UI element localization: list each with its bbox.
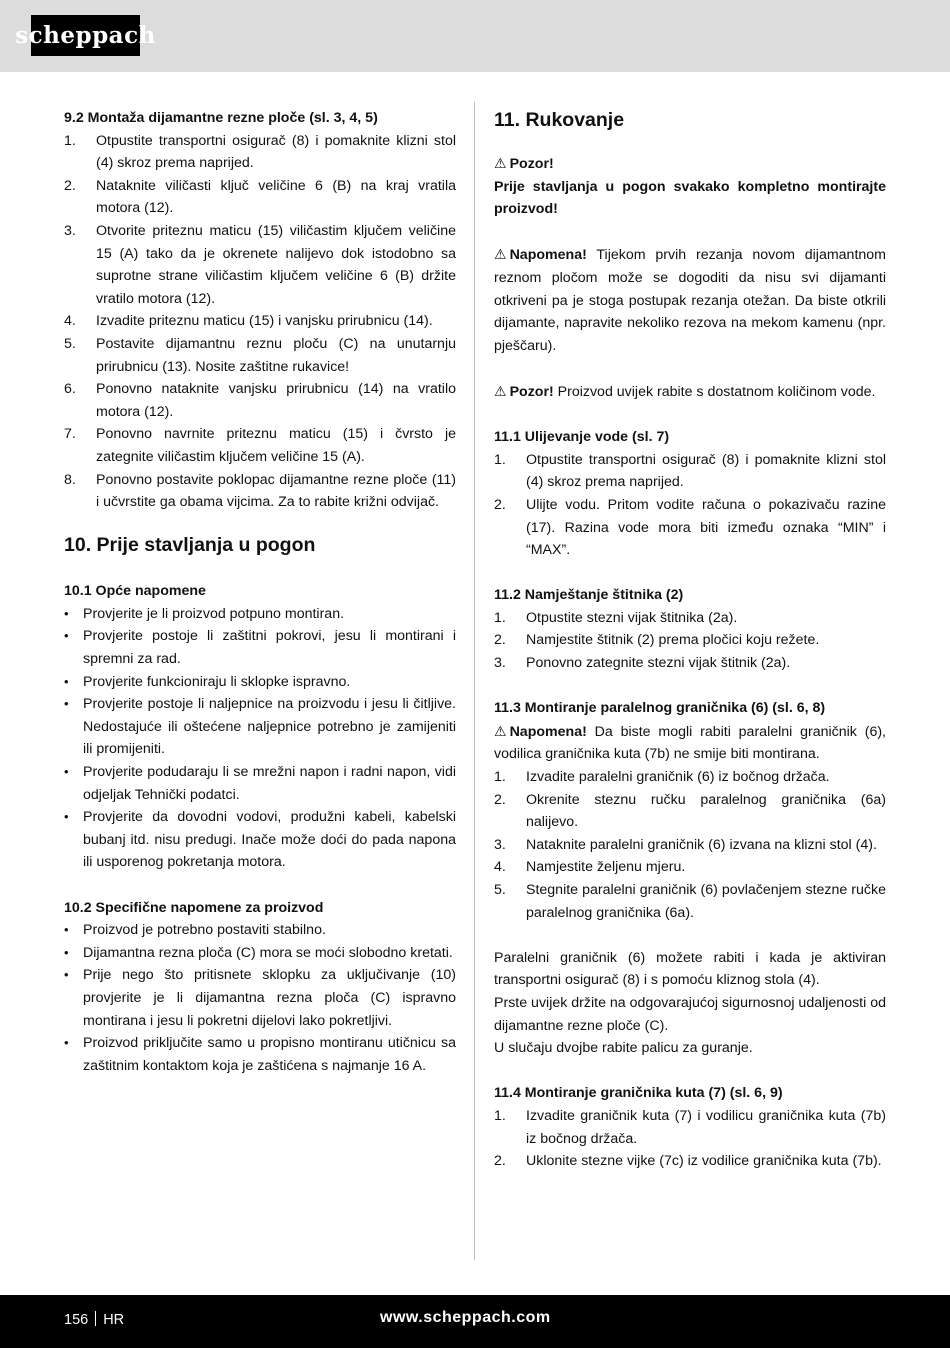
page-indicator	[64, 1311, 124, 1328]
warning-block-3: ⚠ Pozor! Proizvod uvijek rabite s dostatnom količinom vode.	[494, 380, 886, 404]
list-item: • Proizvod je potrebno postaviti stabilno.	[64, 922, 326, 939]
list-item: • Proizvod priključite samo u propisno montiranu utičnicu sa zaštitnim kontaktom koja je zaštićena s najmanje 16 A.	[64, 1035, 456, 1074]
section-11-title: 11. Rukovanje	[494, 109, 625, 131]
section-11-1-list	[494, 449, 886, 562]
section-11-4-list	[494, 1105, 886, 1173]
warning-block-1: ⚠ Pozor! Prije stavljanja u pogon svakako kompletno montirajte proizvod!	[494, 152, 886, 221]
list-item: 6. Ponovno nataknite vanjsku prirubnicu (14) na vratilo motora (12).	[64, 381, 456, 420]
list-item: 1. Otpustite transportni osigurač (8) i pomaknite klizni stol (4) skroz prema naprijed.	[64, 132, 456, 172]
warning-triangle-icon: ⚠	[494, 155, 507, 171]
list-item: • Provjerite postoje li zaštitni pokrovi, jesu li montirani i spremni za rad.	[64, 628, 456, 668]
list-item: 3. Otvorite priteznu maticu (15) viličastim ključem veličine 15 (A) tako da je okrenete nalijevo dok istodobno sa suprotne strane viličastim ključem veličine 6 (B) držite vratilo motora (12).	[64, 222, 456, 307]
column-divider	[474, 102, 475, 1260]
warning-triangle-icon: ⚠	[494, 246, 507, 263]
list-item: 4. Namjestite željenu mjeru.	[494, 859, 686, 876]
list-item: 2. Okrenite steznu ručku paralelnog graničnika (6a) nalijevo.	[494, 791, 886, 831]
list-item: 1. Otpustite transportni osigurač (8) i pomaknite klizni stol (4) skroz prema naprijed.	[494, 451, 886, 491]
list-item: 2. Uklonite stezne vijke (7c) iz vodilice graničnika kuta (7b).	[494, 1153, 882, 1170]
section-10-1-list	[64, 603, 456, 874]
section-11-1-title: 11.1 Ulijevanje vode (sl. 7)	[494, 429, 670, 446]
section-11-3-note: ⚠ Napomena! Da biste mogli rabiti paralelni graničnik (6), vodilica graničnika kuta (7b) ne smije biti montirana.	[494, 720, 886, 766]
footer-bar	[0, 1295, 950, 1348]
list-item: 7. Ponovno navrnite priteznu maticu (15) i čvrsto je zategnite viličastim ključem veličine 15 (A).	[64, 426, 456, 465]
list-item: 5. Postavite dijamantnu reznu ploču (C) na unutarnju prirubnicu (13). Nosite zaštitne rukavice!	[64, 335, 456, 375]
website-url: www.scheppach.com	[380, 1309, 551, 1326]
list-item: • Prije nego što pritisnete sklopku za uključivanje (10) provjerite je li dijamantna rezna ploča (C) ispravno montirana i jesu li pokretni dijelovi lako pokretljivi.	[64, 967, 456, 1029]
left-column	[64, 107, 456, 1077]
list-item: 2. Nataknite viličasti ključ veličine 6 (B) na kraj vratila motora (12).	[64, 177, 456, 217]
header-bar	[0, 0, 950, 72]
list-item: 3. Ponovno zategnite stezni vijak štitnik (2a).	[494, 655, 791, 672]
list-item: 2. Namjestite štitnik (2) prema pločici koju režete.	[494, 632, 820, 649]
section-11-3-paragraph: Prste uvijek držite na odgovarajućoj sigurnosnoj udaljenosti od dijamantne rezne ploče (C).	[494, 994, 886, 1034]
warning-triangle-icon: ⚠	[494, 382, 507, 399]
list-item: • Provjerite je li proizvod potpuno montiran.	[64, 605, 345, 622]
list-item: 5. Stegnite paralelni graničnik (6) povlačenjem stezne ručke paralelnog graničnika (6a).	[494, 882, 886, 921]
list-item: • Provjerite da dovodni vodovi, produžni kabeli, kabelski bubanj itd. nisu predugi. Inače može doći do pada napona ili usporenog pokretanja motora.	[64, 809, 456, 871]
list-item: • Provjerite funkcioniraju li sklopke ispravno.	[64, 673, 351, 690]
section-11-3-paragraph: Paralelni graničnik (6) možete rabiti i kada je aktiviran transportni osigurač (8) i s pomoću kliznog stola (4).	[494, 949, 886, 989]
list-item: 2. Ulijte vodu. Pritom vodite računa o pokazivaču razine (17). Razina vode mora biti između oznaka “MIN” i “MAX”.	[494, 496, 886, 559]
warning-triangle-icon: ⚠	[494, 722, 507, 739]
section-9-2-title: 9.2 Montaža dijamantne rezne ploče (sl. 3, 4, 5)	[64, 110, 378, 126]
section-9-2-list	[64, 130, 456, 514]
section-10-2-title: 10.2 Specifične napomene za proizvod	[64, 899, 324, 916]
page-number: 156	[64, 1312, 89, 1328]
warning-block-2: ⚠ Napomena! Tijekom prvih rezanja novom dijamantnom reznom pločom može se dogoditi da nisu svi dijamanti otkriveni pa je stoga postupak rezanja otežan. Da biste otkrili dijamante, napravite nekoliko rezova na mekom kamenu (npr. pješčaru).	[494, 243, 886, 357]
section-11-2-list	[494, 607, 886, 675]
section-10-title: 10. Prije stavljanja u pogon	[64, 533, 316, 556]
scheppach-logo: scheppach	[31, 15, 140, 56]
list-item: 1. Izvadite graničnik kuta (7) i vodilicu graničnika kuta (7b) iz bočnog držača.	[494, 1107, 886, 1147]
list-item: • Provjerite podudaraju li se mrežni napon i radni napon, vidi odjeljak Tehnički podatci.	[64, 764, 456, 803]
section-10-2-list	[64, 919, 456, 1077]
list-item: 4. Izvadite priteznu maticu (15) i vanjsku prirubnicu (14).	[64, 313, 433, 330]
right-column	[494, 107, 886, 1173]
section-11-3-list	[494, 766, 886, 924]
list-item: 3. Nataknite paralelni graničnik (6) izvana na klizni stol (4).	[494, 836, 877, 853]
section-11-3-title: 11.3 Montiranje paralelnog graničnika (6) (sl. 6, 8)	[494, 700, 826, 717]
section-11-3-paragraph: U slučaju dvojbe rabite palicu za guranje.	[494, 1040, 753, 1057]
section-11-4-title: 11.4 Montiranje graničnika kuta (7) (sl. 6, 9)	[494, 1085, 783, 1102]
list-item: 8. Ponovno postavite poklopac dijamantne rezne ploče (11) i učvrstite ga obama vijcima. Za to rabite križni odvijač.	[64, 471, 456, 511]
section-10-1-title: 10.1 Opće napomene	[64, 583, 206, 600]
list-item: • Provjerite postoje li naljepnice na proizvodu i jesu li čitljive. Nedostajuće ili oštećene naljepnice potrebno je zamijeniti ili promijeniti.	[64, 696, 456, 758]
list-item: 1. Izvadite paralelni graničnik (6) iz bočnog držača.	[494, 769, 830, 786]
list-item: • Dijamantna rezna ploča (C) mora se moći slobodno kretati.	[64, 944, 453, 961]
section-11-2-title: 11.2 Namještanje štitnika (2)	[494, 587, 684, 604]
list-item: 1. Otpustite stezni vijak štitnika (2a).	[494, 609, 738, 626]
language-code: HR	[103, 1312, 125, 1328]
